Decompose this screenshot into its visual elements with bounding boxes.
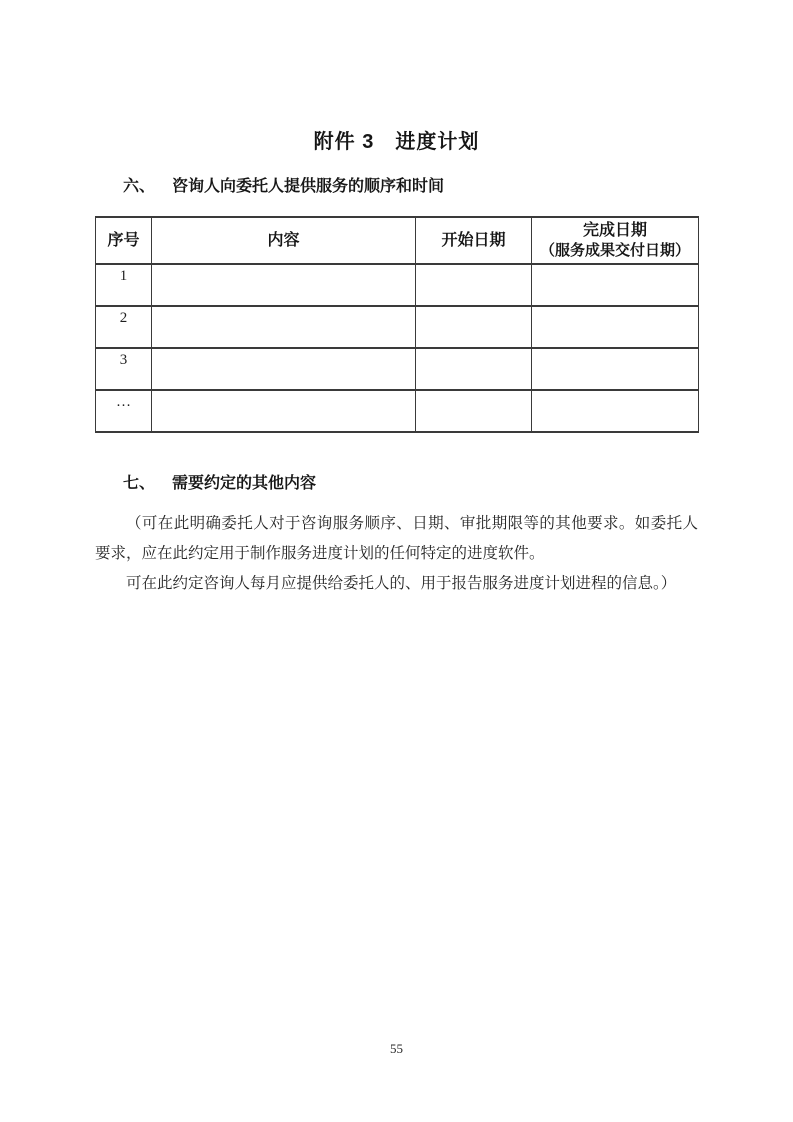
cell-serial-number: … <box>96 390 152 432</box>
cell-finish-date-empty <box>532 390 699 432</box>
cell-finish-date-empty <box>532 306 699 348</box>
cell-serial-number: 3 <box>96 348 152 390</box>
section-7-heading <box>95 473 698 495</box>
section-7-body <box>95 509 698 599</box>
table-row <box>96 264 699 306</box>
cell-start-date-empty <box>416 348 532 390</box>
cell-start-date-empty <box>416 264 532 306</box>
paragraph-2: 可在此约定咨询人每月应提供给委托人的、用于报告服务进度计划进程的信息。） <box>126 575 677 592</box>
schedule-table <box>95 216 699 433</box>
paragraph-1-line-1: （可在此明确委托人对于咨询服务顺序、日期、审批期限等的其他要求。如委托人 <box>126 515 698 532</box>
table-row <box>96 390 699 432</box>
table-row <box>96 348 699 390</box>
section-6-number: 六、 <box>123 178 156 195</box>
header-finish-date-line1: 完成日期 <box>582 222 647 239</box>
section-6-heading <box>95 176 698 198</box>
paragraph-1-line-2: 要求，应在此约定用于制作服务进度计划的任何特定的进度软件。 <box>95 545 545 562</box>
cell-content-empty <box>152 306 416 348</box>
table-row <box>96 306 699 348</box>
cell-serial-number: 2 <box>96 306 152 348</box>
header-start-date: 开始日期 <box>416 217 532 264</box>
header-content: 内容 <box>152 217 416 264</box>
section-6-title: 咨询人向委托人提供服务的顺序和时间 <box>172 178 445 195</box>
cell-start-date-empty <box>416 306 532 348</box>
cell-content-empty <box>152 390 416 432</box>
header-finish-date-line2: （服务成果交付日期） <box>539 242 690 259</box>
cell-content-empty <box>152 264 416 306</box>
page-title: 附件 3 进度计划 <box>313 131 480 153</box>
section-7-title: 需要约定的其他内容 <box>172 475 317 492</box>
header-finish-date <box>532 217 699 264</box>
cell-start-date-empty <box>416 390 532 432</box>
cell-finish-date-empty <box>532 348 699 390</box>
section-7-number: 七、 <box>123 475 156 492</box>
header-serial-number: 序号 <box>96 217 152 264</box>
cell-finish-date-empty <box>532 264 699 306</box>
cell-serial-number: 1 <box>96 264 152 306</box>
cell-content-empty <box>152 348 416 390</box>
page-content <box>95 0 698 599</box>
table-header-row <box>96 217 699 264</box>
page-number: 55 <box>390 1041 403 1056</box>
